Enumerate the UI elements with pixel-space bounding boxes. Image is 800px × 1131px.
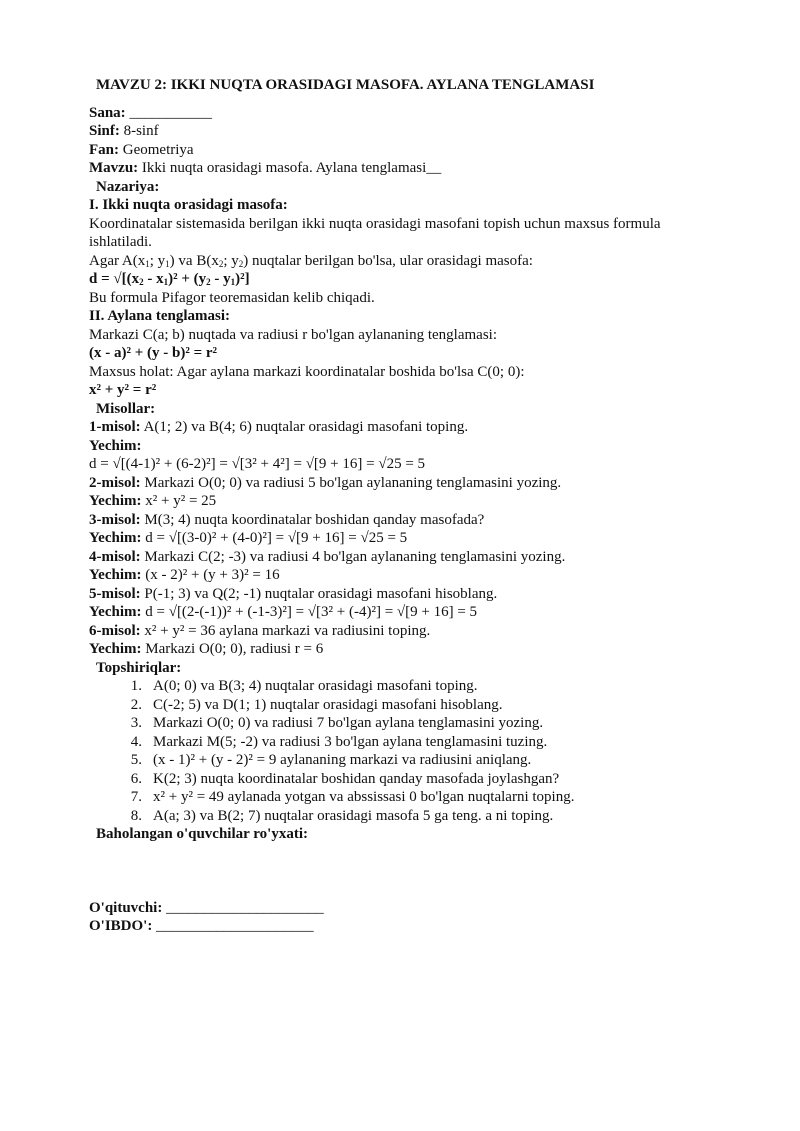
subscript: 2: [238, 258, 244, 269]
task-item: [89, 714, 714, 733]
blank-space: [89, 844, 714, 899]
task-number: 5.: [130, 752, 142, 768]
ibdo-signature-line: [89, 917, 714, 936]
task-text: x² + y² = 49 aylanada yotgan va abssissasi 0 bo'lgan nuqtalarni toping.: [153, 789, 575, 805]
subject-value: Geometriya: [119, 141, 194, 158]
text-run: ; y: [223, 252, 239, 269]
theory-heading: Nazariya:: [96, 178, 160, 195]
examples-heading: Misollar:: [96, 400, 156, 417]
section1-note: Bu formula Pifagor teoremasidan kelib chiqadi.: [89, 289, 375, 306]
page-title: MAVZU 2: IKKI NUQTA ORASIDAGI MASOFA. AYLANA TENGLAMASI: [96, 77, 595, 93]
example-label: 6-misol:: [89, 622, 141, 639]
solution-label: Yechim:: [89, 567, 142, 583]
example-1: [89, 418, 714, 437]
task-text: C(-2; 5) va D(1; 1) nuqtalar orasidagi masofani hisoblang.: [153, 696, 503, 713]
text-run: )²]: [235, 271, 250, 287]
task-item: [89, 770, 714, 789]
solution-text: d = √[(3-0)² + (4-0)²] = √[9 + 16] = √25 = 5: [141, 530, 408, 546]
section1-text: Koordinatalar sistemasida berilgan ikki nuqta orasidagi masofani topish uchun maxsus formula ishlatiladi.: [89, 215, 661, 250]
section2-heading: II. Aylana tenglamasi:: [89, 308, 230, 324]
example-4: [89, 548, 714, 567]
teacher-label: O'qituvchi:: [89, 899, 163, 916]
date-value: ___________: [125, 104, 212, 121]
subscript: 2: [218, 258, 224, 269]
solution-text: Markazi O(0; 0), radiusi r = 6: [141, 641, 324, 657]
task-number: 1.: [130, 678, 142, 694]
date-line: [89, 104, 714, 123]
task-number: 4.: [130, 733, 142, 750]
topic-line: [89, 159, 714, 178]
class-line: [89, 122, 714, 141]
text-run: d = √[(x: [89, 271, 140, 287]
teacher-signature-line: [89, 899, 714, 918]
example-text: A(1; 2) va B(4; 6) nuqtalar orasidagi masofani toping.: [140, 419, 469, 435]
subscript: 1: [230, 277, 236, 287]
task-number: 2.: [130, 696, 142, 713]
example-text: Markazi C(2; -3) va radiusi 4 bo'lgan aylananing tenglamasini yozing.: [140, 548, 566, 565]
tasks-list: [89, 677, 714, 825]
text-run: Agar A(x: [89, 252, 146, 269]
example-label: 1-misol:: [89, 419, 141, 435]
solution-2: [89, 492, 714, 511]
solution-1: d = √[(4-1)² + (6-2)²] = √[3² + 4²] = √[9 + 16] = √25 = 5: [89, 456, 426, 472]
text-run: - x: [143, 271, 164, 287]
example-label: 2-misol:: [89, 474, 141, 491]
subscript: 1: [163, 277, 169, 287]
task-number: 3.: [130, 715, 142, 731]
example-5: [89, 585, 714, 604]
subject-label: Fan:: [89, 141, 119, 158]
example-2: [89, 474, 714, 493]
text-run: ) va B(x: [169, 252, 219, 269]
solution-label: Yechim:: [89, 493, 142, 509]
subject-line: [89, 141, 714, 160]
subscript: 1: [145, 258, 150, 269]
solution-label: Yechim:: [89, 641, 142, 657]
solution-5: [89, 603, 714, 622]
task-number: 7.: [130, 789, 142, 805]
task-item: [89, 788, 714, 807]
example-label: 5-misol:: [89, 585, 141, 602]
task-item: [89, 751, 714, 770]
ibdo-blank: _____________________: [152, 918, 314, 934]
task-item: [89, 677, 714, 696]
ibdo-label: O'IBDO':: [89, 918, 153, 934]
circle-origin-formula: x² + y² = r²: [89, 382, 157, 398]
distance-formula: [89, 270, 714, 289]
example-text: P(-1; 3) va Q(2; -1) nuqtalar orasidagi masofani hisoblang.: [140, 585, 498, 602]
date-label: Sana:: [89, 104, 126, 121]
example-text: x² + y² = 36 aylana markazi va radiusini toping.: [140, 622, 431, 639]
task-text: Markazi M(5; -2) va radiusi 3 bo'lgan aylana tenglamasini tuzing.: [153, 733, 548, 750]
class-label: Sinf:: [89, 123, 120, 139]
subscript: 2: [139, 277, 144, 287]
section2-special: Maxsus holat: Agar aylana markazi koordinatalar boshida bo'lsa C(0; 0):: [89, 363, 525, 380]
task-text: K(2; 3) nuqta koordinatalar boshidan qanday masofada joylashgan?: [153, 770, 560, 787]
teacher-blank: _____________________: [162, 899, 324, 916]
text-run: - y: [210, 271, 231, 287]
task-number: 6.: [130, 770, 142, 787]
tasks-heading: Topshiriqlar:: [96, 659, 182, 676]
solution-4: [89, 566, 714, 585]
task-text: Markazi O(0; 0) va radiusi 7 bo'lgan aylana tenglamasini yozing.: [153, 715, 544, 731]
section2-text: Markazi C(a; b) nuqtada va radiusi r bo'lgan aylananing tenglamasi:: [89, 326, 497, 343]
solution-text: x² + y² = 25: [141, 493, 217, 509]
task-item: [89, 733, 714, 752]
topic-value: Ikki nuqta orasidagi masofa. Aylana tenglamasi__: [138, 160, 442, 176]
example-label: 4-misol:: [89, 548, 141, 565]
solution-text: d = √[(2-(-1))² + (-1-3)²] = √[3² + (-4)²] = √[9 + 16] = 5: [141, 604, 478, 620]
subscript: 2: [206, 277, 211, 287]
document-page: [89, 76, 714, 936]
task-item: [89, 807, 714, 826]
task-text: A(a; 3) va B(2; 7) nuqtalar orasidagi masofa 5 ga teng. a ni toping.: [153, 807, 554, 824]
solution-label: Yechim:: [89, 530, 142, 546]
solution-3: [89, 529, 714, 548]
solution-label: Yechim:: [89, 437, 142, 454]
task-item: [89, 696, 714, 715]
solution-text: (x - 2)² + (y + 3)² = 16: [141, 567, 280, 583]
solution-label: Yechim:: [89, 604, 142, 620]
example-text: M(3; 4) nuqta koordinatalar boshidan qanday masofada?: [140, 511, 485, 528]
text-run: )² + (y: [168, 271, 207, 287]
topic-label: Mavzu:: [89, 160, 139, 176]
subscript: 1: [165, 258, 170, 269]
graded-students-heading: Baholangan o'quvchilar ro'yxati:: [96, 826, 308, 842]
example-6: [89, 622, 714, 641]
solution-6: [89, 640, 714, 659]
section1-points: [89, 252, 714, 271]
circle-formula: (x - a)² + (y - b)² = r²: [89, 345, 218, 361]
task-number: 8.: [130, 807, 142, 824]
example-label: 3-misol:: [89, 511, 141, 528]
example-text: Markazi O(0; 0) va radiusi 5 bo'lgan aylananing tenglamasini yozing.: [140, 474, 562, 491]
text-run: ) nuqtalar berilgan bo'lsa, ular orasidagi masofa:: [243, 252, 533, 269]
section1-heading: I. Ikki nuqta orasidagi masofa:: [89, 197, 288, 213]
class-value: 8-sinf: [119, 123, 159, 139]
task-text: A(0; 0) va B(3; 4) nuqtalar orasidagi masofani toping.: [153, 678, 478, 694]
task-text: (x - 1)² + (y - 2)² = 9 aylananing markazi va radiusini aniqlang.: [153, 752, 532, 768]
example-3: [89, 511, 714, 530]
text-run: ; y: [149, 252, 166, 269]
